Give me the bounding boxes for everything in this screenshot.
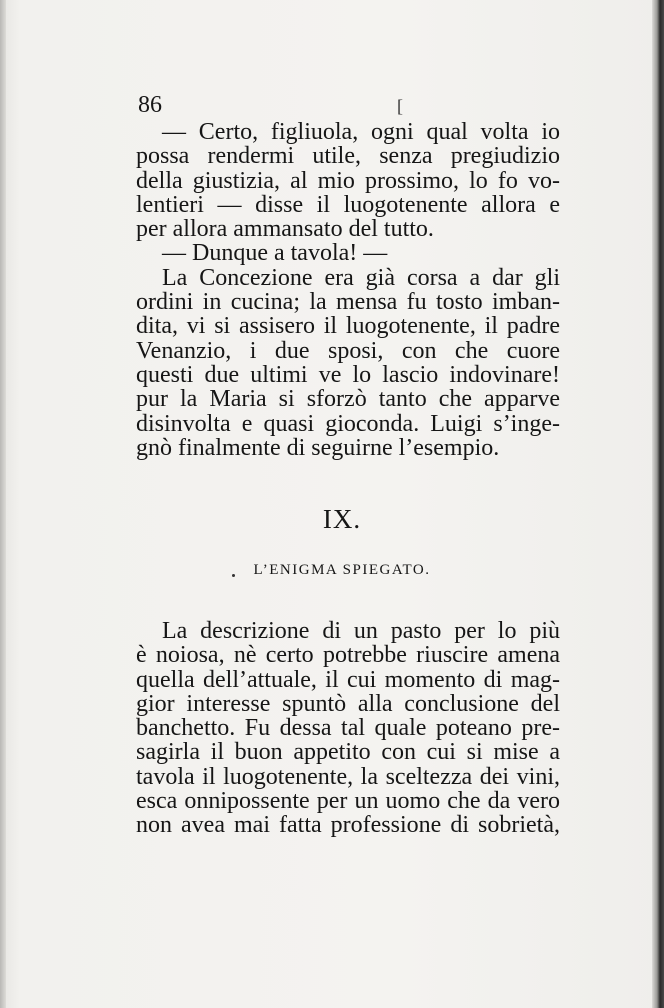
text-line: La Concezione era già corsa a dar gli [162,264,560,291]
chapter-number: IX. [322,504,362,534]
text-line: quella dell’attuale, il cui momento di mag- [136,666,560,693]
text-line: per allora ammansato del tutto. [136,216,434,243]
text-line: questi due ultimi ve lo lascio indovinare! [136,361,560,388]
body-text-top [136,120,560,460]
signature-mark: [ [397,96,403,116]
text-line: esca onnipossente per un uomo che da vero [136,788,560,815]
text-line: pur la Maria si sforzò tanto che apparve [136,386,560,413]
text-line: — Dunque a tavola! — [162,240,388,267]
text-line: non avea mai fatta professione di sobrietà, [136,812,560,839]
text-line: dita, vi si assisero il luogotenente, il padre [136,313,560,340]
text-line: tavola il luogotenente, la sceltezza dei vini, [136,763,560,790]
text-line: lentieri — disse il luogotenente allora e [136,191,560,218]
text-line: sagirla il buon appetito con cui si mise a [136,739,560,766]
text-line: possa rendermi utile, senza pregiudizio [136,143,560,170]
text-line: banchetto. Fu dessa tal quale poteano pre- [136,715,560,742]
chapter-title: L’ENIGMA SPIEGATO. [253,562,431,578]
text-line: — Certo, figliuola, ogni qual volta io [162,119,560,145]
text-line: gnò finalmente di seguirne l’esempio. [136,434,500,461]
text-line: disinvolta e quasi gioconda. Luigi s’inge- [136,410,560,437]
text-line: ordini in cucina; la mensa fu tosto imban- [136,289,560,316]
page-number: 86 [138,92,162,118]
text-line: La descrizione di un pasto per lo più [162,618,560,644]
body-text-bottom [136,619,560,838]
text-line: è noiosa, nè certo potrebbe riuscire amena [136,642,560,669]
text-line: della giustizia, al mio prossimo, lo fo vo- [136,167,560,194]
text-line: Venanzio, i due sposi, con che cuore [136,337,560,364]
text-line: gior interesse spuntò alla conclusione del [136,690,560,717]
